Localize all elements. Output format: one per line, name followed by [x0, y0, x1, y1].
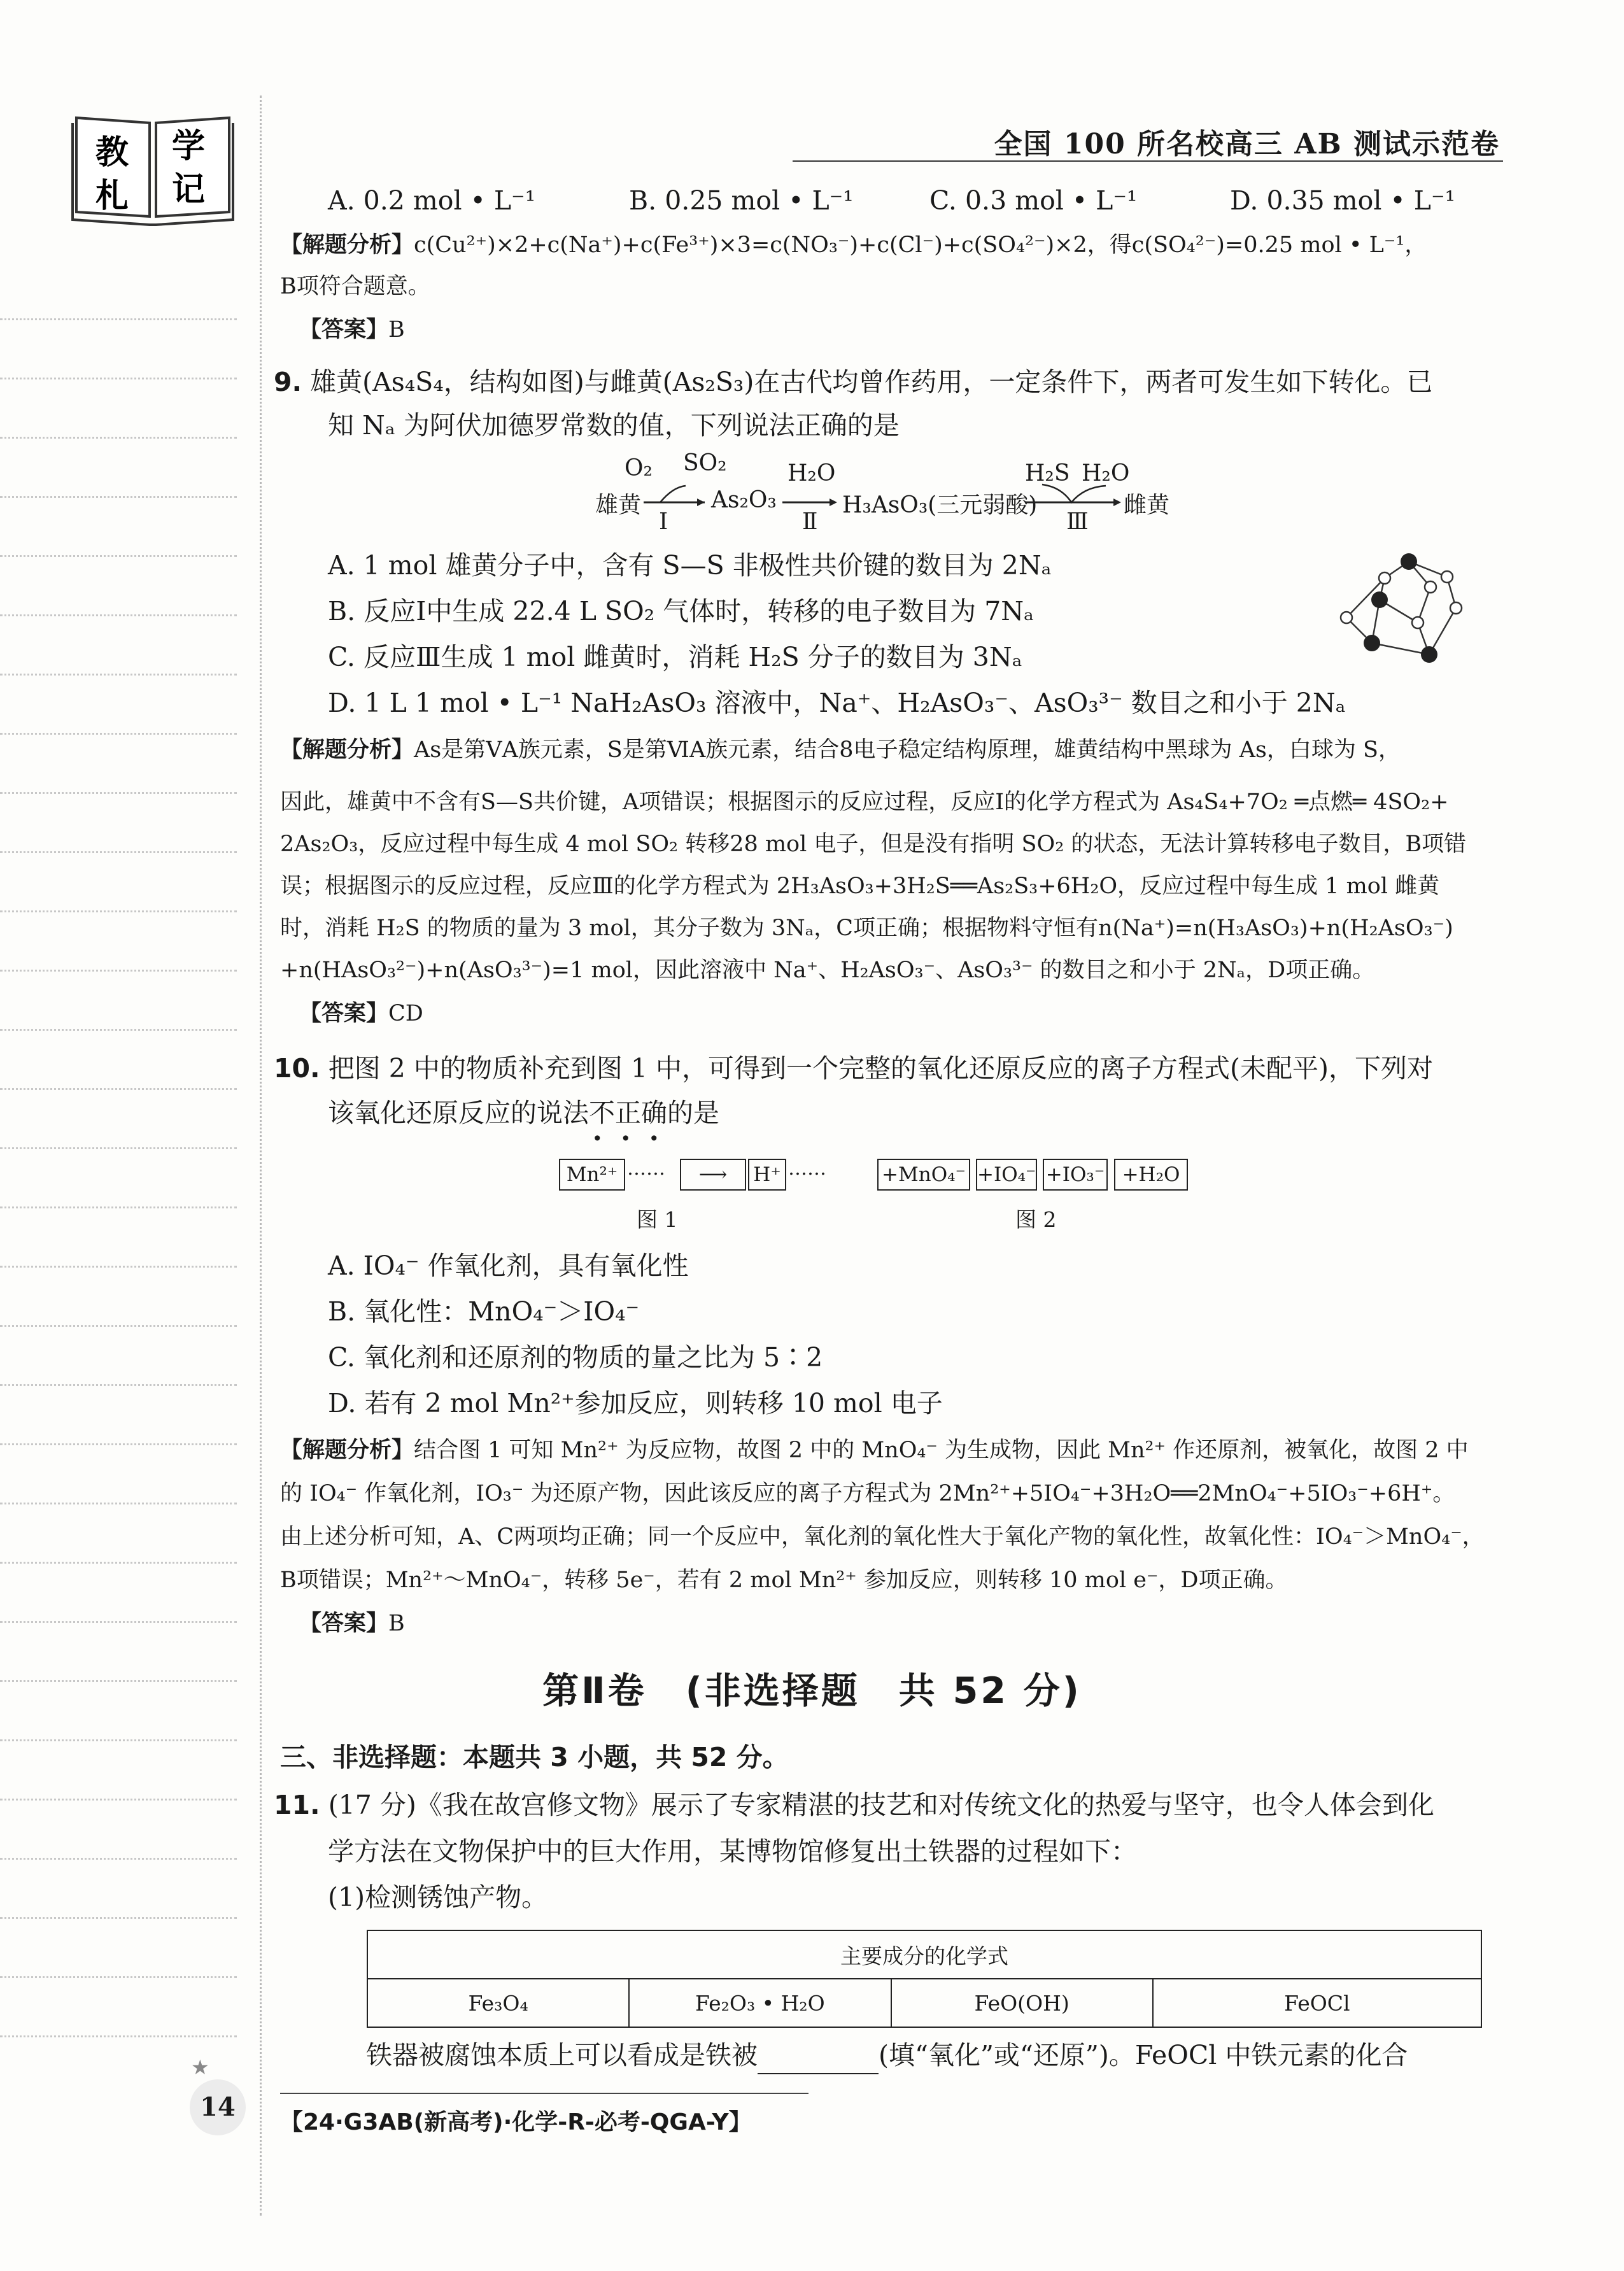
as-atom [1421, 646, 1437, 663]
intermediate-as2o3: As₂O₃ [711, 487, 777, 513]
fig2-box: +H₂O [1114, 1159, 1188, 1191]
page-number: 14 [190, 2079, 246, 2135]
logo-char: 学 [172, 127, 206, 166]
q9-analysis-line [280, 731, 1401, 769]
note-line [0, 1325, 237, 1327]
reagent-h2o: H₂O [787, 460, 836, 486]
as-atom [1364, 635, 1380, 651]
as-atom [1401, 553, 1417, 570]
q11-text: 铁器被腐蚀本质上可以看成是铁被 [366, 2040, 758, 2070]
analysis-text: c(Cu²⁺)×2+c(Na⁺)+c(Fe³⁺)×3=c(NO₃⁻)+c(Cl⁻)+c(SO₄²⁻)×2，得c(SO₄²⁻)=0.25 mol • L⁻¹， [414, 232, 1427, 258]
q10-stem-text: 把图 2 中的物质补充到图 1 中，可得到一个完整的氧化还原反应的离子方程式(未配平)，下列对 [328, 1053, 1433, 1084]
note-line [0, 1029, 237, 1031]
fig1-dots: …… [627, 1157, 665, 1180]
question-number: 11. [274, 1790, 320, 1820]
answer-value: CD [388, 1001, 423, 1026]
note-line [0, 318, 237, 320]
q11-text: (填“氧化”或“还原”)。FeOCl 中铁元素的化合 [879, 2040, 1408, 2070]
analysis-text: 结合图 1 可知 Mn²⁺ 为反应物，故图 2 中的 MnO₄⁻ 为生成物，因此 Mn²⁺ 作还原剂，被氧化，故图 2 中 [414, 1438, 1469, 1463]
s-atom [1379, 572, 1390, 584]
q8-option-a: A. 0.2 mol • L⁻¹ [328, 185, 536, 216]
note-line [0, 1799, 237, 1801]
intermediate-h3aso3: H₃AsO₃(三元弱酸) [842, 492, 1038, 518]
q10-analysis-line: 的 IO₄⁻ 作氧化剂，IO₃⁻ 为还原产物，因此该反应的离子方程式为 2Mn²⁺+5IO₄⁻+3H₂O══2MnO₄⁻+5IO₃⁻+6H⁺。 [280, 1481, 1455, 1506]
realgar-structure-figure [1334, 548, 1480, 669]
q9-stem-line [274, 363, 1432, 401]
note-line [0, 1206, 237, 1208]
note-line [0, 1976, 237, 1978]
answer-label: 【答案】 [299, 316, 389, 343]
q8-option-c: C. 0.3 mol • L⁻¹ [929, 185, 1138, 216]
answer-blank[interactable] [758, 2048, 879, 2074]
q11-stem-text: (17 分)《我在故宫修文物》展示了专家精湛的技艺和对传统文化的热爱与坚守，也令人体会到化 [328, 1790, 1434, 1820]
step-label: Ⅱ [802, 509, 818, 535]
note-line [0, 1858, 237, 1860]
note-line [0, 970, 237, 972]
step-label: Ⅲ [1066, 509, 1089, 535]
q8-analysis-line: B项符合题意。 [280, 274, 430, 299]
analysis-label: 【解题分析】 [280, 1437, 414, 1463]
fig2-label: 图 2 [1015, 1207, 1057, 1232]
note-line [0, 1503, 237, 1504]
question-number: 10. [274, 1053, 320, 1084]
section-title: 第Ⅱ卷 (非选择题 共 52 分) [542, 1670, 1082, 1712]
note-line [0, 851, 237, 853]
note-line [0, 614, 237, 616]
table-cell: Fe₂O₃ • H₂O [629, 1979, 891, 2027]
s-atom [1441, 571, 1453, 583]
s-atom [1341, 612, 1352, 623]
footer-divider [280, 2093, 808, 2094]
reaction-scheme [595, 450, 1170, 538]
note-line [0, 733, 237, 735]
q10-stem-line: 该氧化还原反应的说法不正确的是 [328, 1098, 719, 1128]
note-line [0, 1917, 237, 1919]
q10-analysis-line [280, 1431, 1469, 1469]
emphasis-dots: ••• [592, 1128, 677, 1149]
note-line [0, 555, 237, 557]
product-so2: SO₂ [683, 450, 727, 476]
q8-answer [299, 311, 405, 349]
fig2-box: +IO₃⁻ [1043, 1159, 1108, 1191]
q8-option-d: D. 0.35 mol • L⁻¹ [1230, 185, 1456, 216]
q9-analysis-line: 因此，雄黄中不含有S—S共价键，A项错误；根据图示的反应过程，反应Ⅰ的化学方程式为 As₄S₄+7O₂ ═点燃═ 4SO₂+ [280, 789, 1449, 815]
logo-char: 札 [95, 176, 129, 215]
reagent-h2s: H₂S [1025, 460, 1070, 486]
analysis-label: 【解题分析】 [280, 232, 414, 258]
fig1-box-mn: Mn²⁺ [559, 1159, 625, 1191]
note-line [0, 792, 237, 794]
q10-stem-line [274, 1049, 1433, 1087]
note-line [0, 1562, 237, 1564]
s-atom [1412, 617, 1423, 628]
note-line [0, 1088, 237, 1090]
header-divider [793, 160, 1503, 162]
footer-code: 【24·G3AB(新高考)·化学-R-必考-QGA-Y】 [280, 2109, 752, 2135]
arrow-icon [641, 481, 711, 519]
note-line [0, 437, 237, 439]
section-intro: 三、非选择题：本题共 3 小题，共 52 分。 [280, 1742, 789, 1772]
note-line [0, 910, 237, 912]
q9-option-a: A. 1 mol 雄黄分子中，含有 S—S 非极性共价键的数目为 2Nₐ [328, 550, 1052, 581]
q11-subquestion: (1)检测锈蚀产物。 [328, 1882, 548, 1913]
fig1-box-arrow: ⟶ [680, 1159, 746, 1191]
answer-label: 【答案】 [299, 1610, 389, 1636]
q10-option-d: D. 若有 2 mol Mn²⁺参加反应，则转移 10 mol 电子 [328, 1388, 943, 1418]
q8-option-b: B. 0.25 mol • L⁻¹ [629, 185, 854, 216]
fig1-label: 图 1 [637, 1207, 678, 1232]
note-line [0, 1384, 237, 1386]
note-line [0, 2035, 237, 2037]
table-header-row [367, 1930, 1481, 1979]
logo-char: 教 [95, 133, 129, 172]
note-line [0, 674, 237, 676]
star-icon: ★ [191, 2055, 209, 2079]
start-realgar: 雄黄 [595, 492, 642, 518]
note-line [0, 1443, 237, 1445]
q10-option-a: A. IO₄⁻ 作氧化剂，具有氧化性 [328, 1250, 689, 1281]
note-line [0, 378, 237, 379]
question-number: 9. [274, 367, 302, 397]
reagent-o2: O₂ [625, 455, 653, 481]
answer-label: 【答案】 [299, 1000, 389, 1026]
note-line [0, 1266, 237, 1268]
note-line [0, 1621, 237, 1623]
answer-value: B [388, 1611, 405, 1636]
q8-analysis-line [280, 226, 1427, 264]
analysis-text: As是第ⅤA族元素，S是第ⅥA族元素，结合8电子稳定结构原理，雄黄结构中黑球为 As，白球为 S， [414, 737, 1401, 763]
note-line [0, 1739, 237, 1741]
table-row [367, 1979, 1481, 2027]
book-icon [70, 111, 236, 226]
q11-stem-line [274, 1786, 1434, 1824]
q11-fill-line [366, 2036, 1408, 2074]
q10-option-b: B. 氧化性：MnO₄⁻＞IO₄⁻ [328, 1296, 640, 1327]
note-line [0, 496, 237, 498]
q9-answer [299, 994, 423, 1033]
q10-answer [299, 1604, 405, 1643]
logo-char: 记 [172, 170, 206, 209]
table-cell: FeOCl [1153, 1979, 1481, 2027]
q10-analysis-line: 由上述分析可知，A、C两项均正确；同一个反应中，氧化剂的氧化性大于氧化产物的氧化性，故氧化性：IO₄⁻＞MnO₄⁻， [280, 1524, 1485, 1550]
q9-stem-line: 知 Nₐ 为阿伏加德罗常数的值，下列说法正确的是 [328, 410, 900, 441]
fig2-box: +IO₄⁻ [976, 1159, 1037, 1191]
fig1-dots: …… [788, 1157, 826, 1180]
q9-option-c: C. 反应Ⅲ生成 1 mol 雌黄时，消耗 H₂S 分子的数目为 3Nₐ [328, 642, 1022, 672]
fig1-box-h: H⁺ [748, 1159, 786, 1191]
q9-analysis-line: 2As₂O₃，反应过程中每生成 4 mol SO₂ 转移28 mol 电子，但是没有指明 SO₂ 的状态，无法计算转移电子数目，B项错 [280, 831, 1467, 857]
q11-stem-line: 学方法在文物保护中的巨大作用，某博物馆修复出土铁器的过程如下： [328, 1836, 1137, 1867]
answer-value: B [388, 317, 405, 343]
q9-analysis-line: +n(HAsO₃²⁻)+n(AsO₃³⁻)=1 mol，因此溶液中 Na⁺、H₂AsO₃⁻、AsO₃³⁻ 的数目之和小于 2Nₐ，D项正确。 [280, 958, 1375, 983]
q9-option-b: B. 反应Ⅰ中生成 22.4 L SO₂ 气体时，转移的电子数目为 7Nₐ [328, 596, 1034, 626]
note-line [0, 1147, 237, 1149]
s-atom [1425, 581, 1436, 593]
s-atom [1450, 602, 1462, 614]
fig2-box: +MnO₄⁻ [877, 1159, 970, 1191]
notebook-logo [70, 111, 236, 226]
margin-rule [260, 96, 262, 2216]
table-header-cell: 主要成分的化学式 [367, 1930, 1481, 1979]
analysis-label: 【解题分析】 [280, 737, 414, 763]
q9-stem-text: 雄黄(As₄S₄，结构如图)与雌黄(As₂S₃)在古代均曾作药用，一定条件下，两者可发生如下转化。已 [310, 367, 1433, 397]
end-orpiment: 雌黄 [1124, 492, 1170, 518]
q9-option-d: D. 1 L 1 mol • L⁻¹ NaH₂AsO₃ 溶液中，Na⁺、H₂AsO₃⁻、AsO₃³⁻ 数目之和小于 2Nₐ [328, 688, 1346, 718]
q9-analysis-line: 误；根据图示的反应过程，反应Ⅲ的化学方程式为 2H₃AsO₃+3H₂S══As₂S₃+6H₂O，反应过程中每生成 1 mol 雌黄 [280, 874, 1440, 899]
q10-analysis-line: B项错误；Mn²⁺～MnO₄⁻，转移 5e⁻，若有 2 mol Mn²⁺ 参加反应，则转移 10 mol e⁻，D项正确。 [280, 1567, 1288, 1593]
rust-products-table [367, 1930, 1482, 2028]
q9-analysis-line: 时，消耗 H₂S 的物质的量为 3 mol，其分子数为 3Nₐ，C项正确；根据物料守恒有n(Na⁺)=n(H₃AsO₃)+n(H₂AsO₃⁻) [280, 916, 1453, 941]
table-cell: FeO(OH) [891, 1979, 1153, 2027]
step-label: Ⅰ [659, 509, 668, 535]
q10-option-c: C. 氧化剂和还原剂的物质的量之比为 5∶2 [328, 1342, 823, 1373]
table-cell: Fe₃O₄ [367, 1979, 629, 2027]
product-h2o: H₂O [1082, 460, 1130, 486]
series-title: 全国 100 所名校高三 AB 测试示范卷 [994, 128, 1500, 160]
as-atom [1371, 591, 1388, 608]
